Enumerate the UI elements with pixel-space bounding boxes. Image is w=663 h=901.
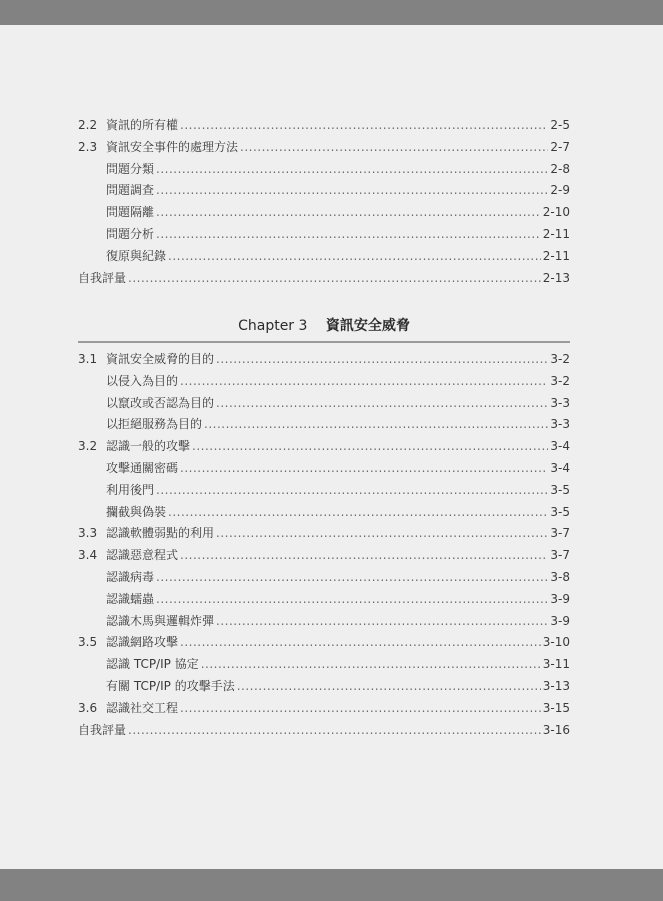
dot-leader	[237, 676, 541, 698]
toc-entry[interactable]	[78, 676, 570, 698]
toc-entry-page: 3-8	[550, 569, 570, 584]
toc-entry-page: 2-5	[550, 118, 570, 132]
toc-entry[interactable]	[78, 224, 570, 246]
toc-entry[interactable]	[78, 349, 570, 371]
toc-entry[interactable]	[78, 523, 570, 545]
toc-entry-page: 3-3	[550, 417, 570, 432]
dot-leader	[128, 268, 541, 290]
toc-entry-title: 資訊安全威脅的目的	[106, 352, 215, 366]
toc-entry-title: 認識社交工程	[106, 700, 179, 715]
dot-leader	[216, 349, 548, 371]
bottom-border-bar	[0, 869, 663, 901]
dot-leader	[180, 545, 548, 567]
toc-entry-page: 3-4	[550, 460, 570, 475]
toc-entry[interactable]	[78, 137, 570, 159]
dot-leader	[180, 632, 541, 654]
dot-leader	[168, 246, 541, 268]
toc-entry-page: 2-13	[542, 270, 570, 285]
toc-entry-title: 復原與紀錄	[106, 248, 167, 263]
toc-entry-page: 2-8	[550, 161, 570, 176]
toc-entry-number: 3.6	[78, 700, 98, 715]
toc-entry-number: 3.3	[78, 526, 98, 541]
toc-entry[interactable]	[78, 268, 570, 290]
chapter-title: 資訊安全威脅	[325, 318, 410, 334]
toc-entry-page: 3-5	[550, 482, 570, 497]
toc-entry-page: 3-13	[542, 678, 570, 693]
dot-leader	[156, 159, 548, 181]
toc-entry-title: 資訊的所有權	[106, 118, 179, 132]
toc-entry-title: 認識惡意程式	[106, 548, 179, 563]
toc-entry[interactable]	[78, 458, 570, 480]
toc-entry[interactable]	[78, 698, 570, 720]
toc-entry-title: 認識網路攻擊	[106, 635, 179, 650]
toc-entry-number: 3.1	[78, 352, 98, 366]
toc-entry-title: 問題分類	[106, 161, 155, 176]
top-border-bar	[0, 0, 663, 25]
toc-entry-title: 自我評量	[78, 270, 127, 285]
toc-entry-title: 認識軟體弱點的利用	[106, 526, 215, 541]
toc-entry-number: 3.5	[78, 635, 98, 650]
toc-entry-title: 以拒絕服務為目的	[106, 417, 203, 432]
toc-entry-page: 2-9	[550, 183, 570, 198]
toc-entry-title: 認識木馬與邏輯炸彈	[106, 613, 215, 628]
dot-leader	[192, 436, 548, 458]
toc-entry-title: 以侵入為目的	[106, 373, 179, 388]
toc-entry-title: 認識一般的攻擊	[106, 439, 191, 454]
toc-entry[interactable]	[78, 545, 570, 567]
toc-entry-number: 2.3	[78, 139, 98, 154]
toc-entry[interactable]	[78, 589, 570, 611]
toc-entry[interactable]	[78, 480, 570, 502]
toc-entry[interactable]	[78, 393, 570, 415]
dot-leader	[180, 371, 548, 393]
toc-entry[interactable]	[78, 654, 570, 676]
toc-entry[interactable]	[78, 611, 570, 633]
toc-entry-page: 2-11	[542, 248, 570, 263]
toc-entry[interactable]	[78, 414, 570, 436]
toc-entry-page: 3-9	[550, 591, 570, 606]
toc-entry-title: 問題隔離	[106, 205, 155, 220]
toc-entry[interactable]	[78, 720, 570, 742]
toc-entry-title: 資訊安全事件的處理方法	[106, 139, 239, 154]
toc-section-chapter-3	[78, 349, 570, 741]
toc-entry[interactable]	[78, 246, 570, 268]
toc-entry-page: 3-2	[550, 373, 570, 388]
toc-entry-title: 認識蠕蟲	[106, 591, 155, 606]
toc-entry-page: 3-5	[550, 504, 570, 519]
dot-leader	[180, 115, 548, 137]
dot-leader	[156, 202, 541, 224]
toc-entry-page: 3-9	[550, 613, 570, 628]
toc-section-chapter-2	[78, 115, 570, 289]
toc-entry[interactable]	[78, 180, 570, 202]
toc-entry[interactable]	[78, 436, 570, 458]
toc-entry[interactable]	[78, 567, 570, 589]
toc-entry[interactable]	[78, 502, 570, 524]
toc-entry-title: 以竄改或否認為目的	[106, 395, 215, 410]
dot-leader	[216, 523, 548, 545]
toc-entry-page: 3-2	[550, 352, 570, 366]
toc-entry-number: 2.2	[78, 118, 98, 132]
dot-leader	[128, 720, 541, 742]
toc-entry[interactable]	[78, 159, 570, 181]
dot-leader	[156, 224, 541, 246]
toc-entry-page: 3-11	[542, 657, 570, 672]
chapter-heading	[78, 314, 570, 338]
toc-entry-page: 2-7	[550, 139, 570, 154]
toc-entry-page: 3-10	[542, 635, 570, 650]
dot-leader	[240, 137, 548, 159]
toc-entry-title: 攻擊通關密碼	[106, 460, 179, 475]
toc-entry[interactable]	[78, 371, 570, 393]
dot-leader	[201, 654, 541, 676]
dot-leader	[156, 180, 548, 202]
toc-entry-number: 3.2	[78, 439, 98, 454]
dot-leader	[204, 414, 548, 436]
toc-entry-page: 3-3	[550, 395, 570, 410]
toc-entry-title: 自我評量	[78, 722, 127, 737]
toc-entry-page: 3-7	[550, 526, 570, 541]
toc-entry-title: 認識 TCP/IP 協定	[106, 657, 199, 672]
dot-leader	[180, 698, 541, 720]
toc-entry-page: 3-7	[550, 548, 570, 563]
toc-entry-title: 利用後門	[106, 482, 155, 497]
toc-entry-title: 攔截與偽裝	[106, 504, 167, 519]
toc-entry-page: 3-15	[542, 700, 570, 715]
dot-leader	[216, 393, 548, 415]
toc-entry-title: 認識病毒	[106, 569, 155, 584]
toc-entry-number: 3.4	[78, 548, 98, 563]
toc-entry-page: 2-10	[542, 205, 570, 220]
toc-entry-title: 問題分析	[106, 226, 155, 241]
dot-leader	[156, 567, 548, 589]
chapter-divider	[78, 341, 570, 343]
toc-entry-title: 有關 TCP/IP 的攻擊手法	[106, 678, 235, 693]
dot-leader	[216, 611, 548, 633]
toc-entry[interactable]	[78, 202, 570, 224]
dot-leader	[156, 589, 548, 611]
toc-entry-page: 3-16	[542, 722, 570, 737]
dot-leader	[168, 502, 548, 524]
toc-entry-page: 3-4	[550, 439, 570, 454]
chapter-label: Chapter 3	[238, 318, 308, 334]
dot-leader	[156, 480, 548, 502]
toc-entry[interactable]	[78, 115, 570, 137]
toc-entry-page: 2-11	[542, 226, 570, 241]
toc-entry-title: 問題調查	[106, 183, 155, 198]
dot-leader	[180, 458, 548, 480]
toc-entry[interactable]	[78, 632, 570, 654]
